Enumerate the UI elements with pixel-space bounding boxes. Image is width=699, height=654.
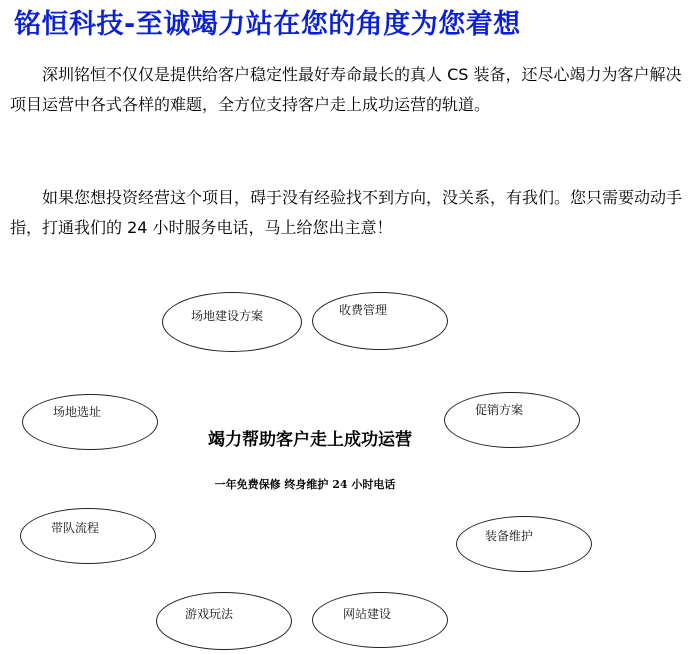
service-diagram: [0, 280, 699, 654]
node-label: 收费管理: [339, 303, 388, 317]
node-label: 带队流程: [51, 521, 100, 535]
invest-paragraph: 如果您想投资经营这个项目，碍于没有经验找不到方向，没关系，有我们。您只需要动动手指，打通我们的 24 小时服务电话，马上给您出主意！: [10, 188, 683, 237]
node-label: 场地建设方案: [191, 309, 264, 323]
node-label: 装备维护: [485, 529, 534, 543]
node-label: 游戏玩法: [185, 607, 234, 621]
node-website-construction: [312, 592, 448, 648]
node-fee-management: [312, 292, 448, 350]
node-promotion-plan: [444, 392, 580, 448]
diagram-center-subtitle: 一年免费保修 终身维护 24 小时电话: [214, 478, 396, 491]
node-site-selection: [22, 394, 158, 450]
node-label: 促销方案: [475, 403, 524, 417]
page-heading: 铭恒科技-至诚竭力站在您的角度为您着想: [14, 9, 521, 40]
node-label: 网站建设: [343, 607, 392, 621]
node-site-construction: [162, 292, 302, 352]
intro-paragraph: 深圳铭恒不仅仅是提供给客户稳定性最好寿命最长的真人 CS 装备，还尽心竭力为客户解决项目运营中各式各样的难题，全方位支持客户走上成功运营的轨道。: [10, 65, 682, 114]
diagram-center-title: 竭力帮助客户走上成功运营: [208, 430, 412, 450]
node-gameplay: [156, 592, 292, 650]
node-equipment-maintenance: [456, 516, 592, 572]
node-team-process: [20, 508, 156, 564]
node-label: 场地选址: [53, 405, 102, 419]
